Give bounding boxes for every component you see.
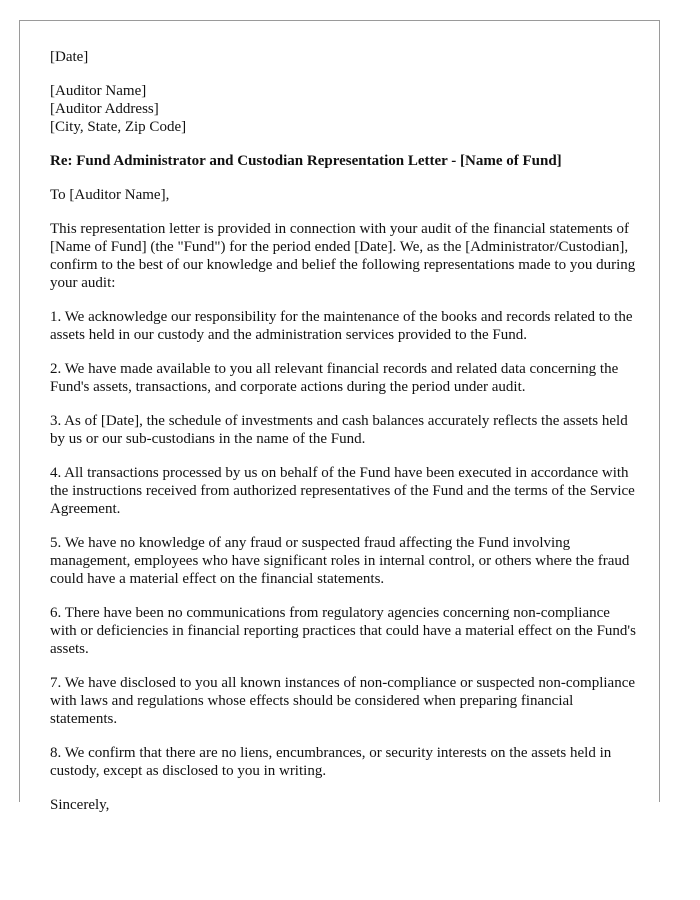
auditor-address-block: [50, 82, 640, 136]
letter-date: [Date]: [50, 49, 89, 65]
letter-intro: This representation letter is provided in connection with your audit of the financial statements of [Name of Fund] (the "Fund") for the period ended [Date]. We, as the [Administrator/Custodian], confirm to the best of our knowledge and belief the following representations made to you during your audit:: [50, 221, 636, 291]
letter-salutation: To [Auditor Name],: [50, 187, 170, 203]
letter-subject: Re: Fund Administrator and Custodian Representation Letter - [Name of Fund]: [50, 153, 562, 169]
letter-page: [19, 20, 660, 813]
representation-item-5: 5. We have no knowledge of any fraud or suspected fraud affecting the Fund involving management, employees who have significant roles in internal control, or others where the fraud could have a material effect on the financial statements.: [50, 535, 630, 587]
representation-item-1: 1. We acknowledge our responsibility for the maintenance of the books and records related to the assets held in our custody and the administration services provided to the Fund.: [50, 309, 633, 343]
auditor-name: [Auditor Name]: [50, 83, 147, 99]
auditor-city-state-zip: [City, State, Zip Code]: [50, 119, 187, 135]
representation-item-4: 4. All transactions processed by us on behalf of the Fund have been executed in accordance with the instructions received from authorized representatives of the Fund and the terms of the Service Agreement.: [50, 465, 635, 517]
letter-closing: Sincerely,: [50, 797, 110, 813]
representation-item-6: 6. There have been no communications from regulatory agencies concerning non-compliance with or deficiencies in financial reporting practices that could have a material effect on the Fund's assets.: [50, 605, 636, 657]
representation-item-2: 2. We have made available to you all relevant financial records and related data concerning the Fund's assets, transactions, and corporate actions during the period under audit.: [50, 361, 619, 395]
representation-item-3: 3. As of [Date], the schedule of investments and cash balances accurately reflects the assets held by us or our sub-custodians in the name of the Fund.: [50, 413, 628, 447]
representation-item-7: 7. We have disclosed to you all known instances of non-compliance or suspected non-compliance with laws and regulations whose effects should be considered when preparing financial statements.: [50, 675, 636, 727]
auditor-address: [Auditor Address]: [50, 101, 159, 117]
letter-body: [50, 48, 640, 830]
representation-item-8: 8. We confirm that there are no liens, encumbrances, or security interests on the assets held in custody, except as disclosed to you in writing.: [50, 745, 612, 779]
